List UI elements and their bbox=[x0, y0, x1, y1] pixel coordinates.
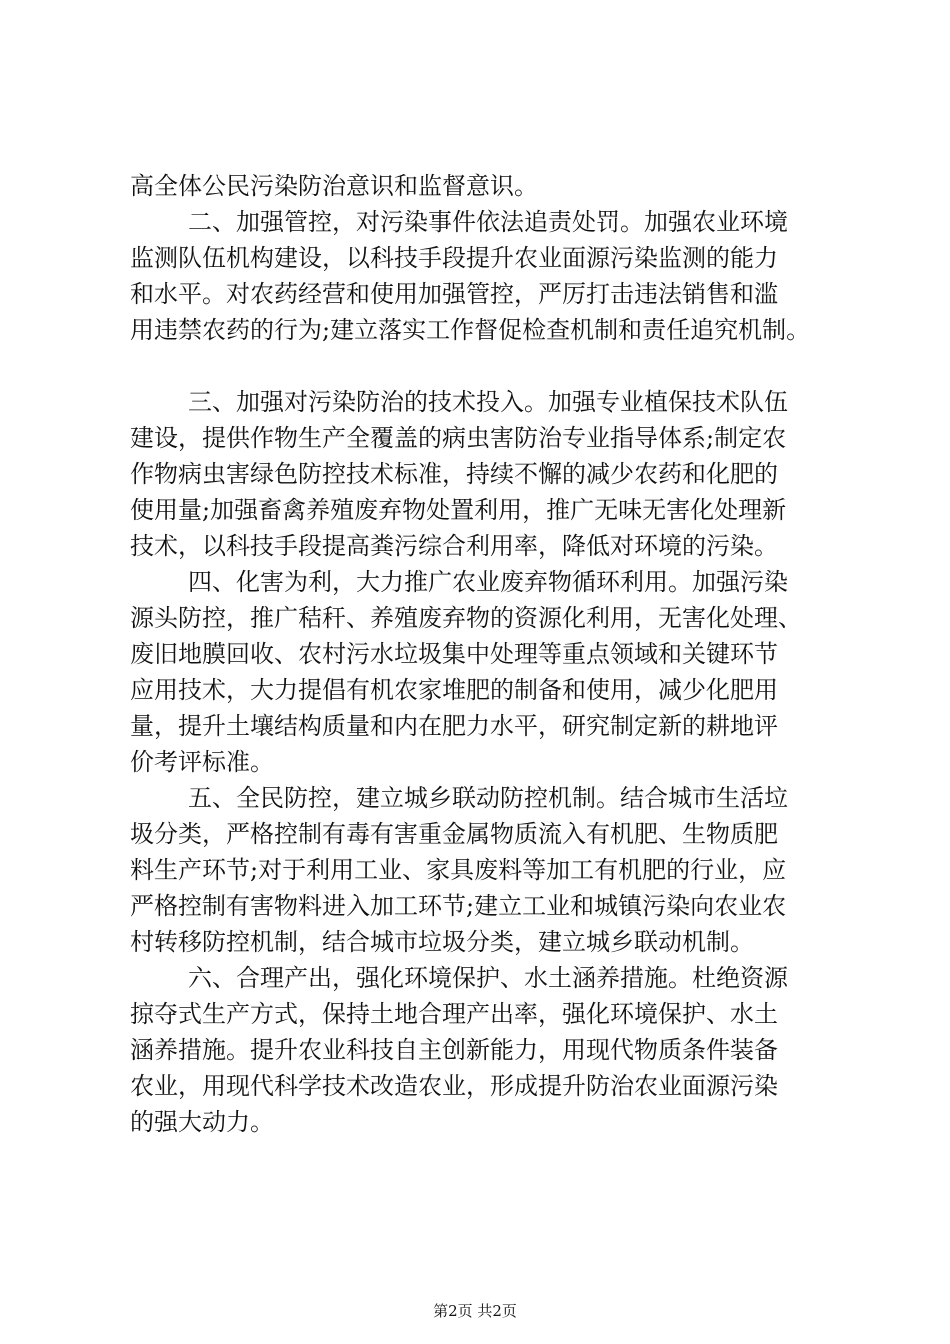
text-line: 量，提升土壤结构质量和内在肥力水平，研究制定新的耕地评 bbox=[130, 712, 778, 740]
text-line: 村转移防控机制，结合城市垃圾分类，建立城乡联动机制。 bbox=[130, 928, 754, 956]
text-line: 使用量;加强畜禽养殖废弃物处置利用，推广无味无害化处理新 bbox=[130, 496, 787, 524]
text-line: 应用技术，大力提倡有机农家堆肥的制备和使用，减少化肥用 bbox=[130, 676, 778, 704]
text-line: 涵养措施。提升农业科技自主创新能力，用现代物质条件装备 bbox=[130, 1036, 778, 1064]
text-line: 掠夺式生产方式，保持土地合理产出率，强化环境保护、水土 bbox=[130, 1000, 778, 1028]
text-line: 农业，用现代科学技术改造农业，形成提升防治农业面源污染 bbox=[130, 1072, 778, 1100]
text-line: 用违禁农药的行为;建立落实工作督促检查机制和责任追究机制。 bbox=[130, 316, 811, 344]
paragraph-spacer bbox=[130, 348, 850, 384]
text-line: 料生产环节;对于利用工业、家具废料等加工有机肥的行业，应 bbox=[130, 856, 787, 884]
text-line: 高全体公民污染防治意识和监督意识。 bbox=[130, 172, 538, 200]
text-line: 圾分类，严格控制有毒有害重金属物质流入有机肥、生物质肥 bbox=[130, 820, 778, 848]
text-line: 作物病虫害绿色防控技术标准，持续不懈的减少农药和化肥的 bbox=[130, 460, 778, 488]
paragraph-3-start: 三、加强对污染防治的技术投入。加强专业植保技术队伍 bbox=[188, 388, 788, 416]
text-line: 建设，提供作物生产全覆盖的病虫害防治专业指导体系;制定农 bbox=[130, 424, 787, 452]
paragraph-5-start: 五、全民防控，建立城乡联动防控机制。结合城市生活垃 bbox=[188, 784, 788, 812]
text-line: 价考评标准。 bbox=[130, 748, 274, 776]
text-line: 技术，以科技手段提高粪污综合利用率，降低对环境的污染。 bbox=[130, 532, 778, 560]
page-number-footer: 第2页 共2页 bbox=[433, 1302, 517, 1320]
text-line: 监测队伍机构建设，以科技手段提升农业面源污染监测的能力 bbox=[130, 244, 778, 272]
paragraph-6-start: 六、合理产出，强化环境保护、水土涵养措施。杜绝资源 bbox=[188, 964, 788, 992]
paragraph-4-start: 四、化害为利，大力推广农业废弃物循环利用。加强污染 bbox=[188, 568, 788, 596]
text-line: 和水平。对农药经营和使用加强管控，严厉打击违法销售和滥 bbox=[130, 280, 778, 308]
paragraph-2-start: 二、加强管控，对污染事件依法追责处罚。加强农业环境 bbox=[188, 208, 788, 236]
text-line: 废旧地膜回收、农村污水垃圾集中处理等重点领域和关键环节 bbox=[130, 640, 778, 668]
text-line: 的强大动力。 bbox=[130, 1108, 274, 1136]
text-line: 严格控制有害物料进入加工环节;建立工业和城镇污染向农业农 bbox=[130, 892, 787, 920]
text-line: 源头防控，推广秸秆、养殖废弃物的资源化利用，无害化处理、 bbox=[130, 604, 802, 632]
document-body bbox=[130, 168, 850, 1140]
